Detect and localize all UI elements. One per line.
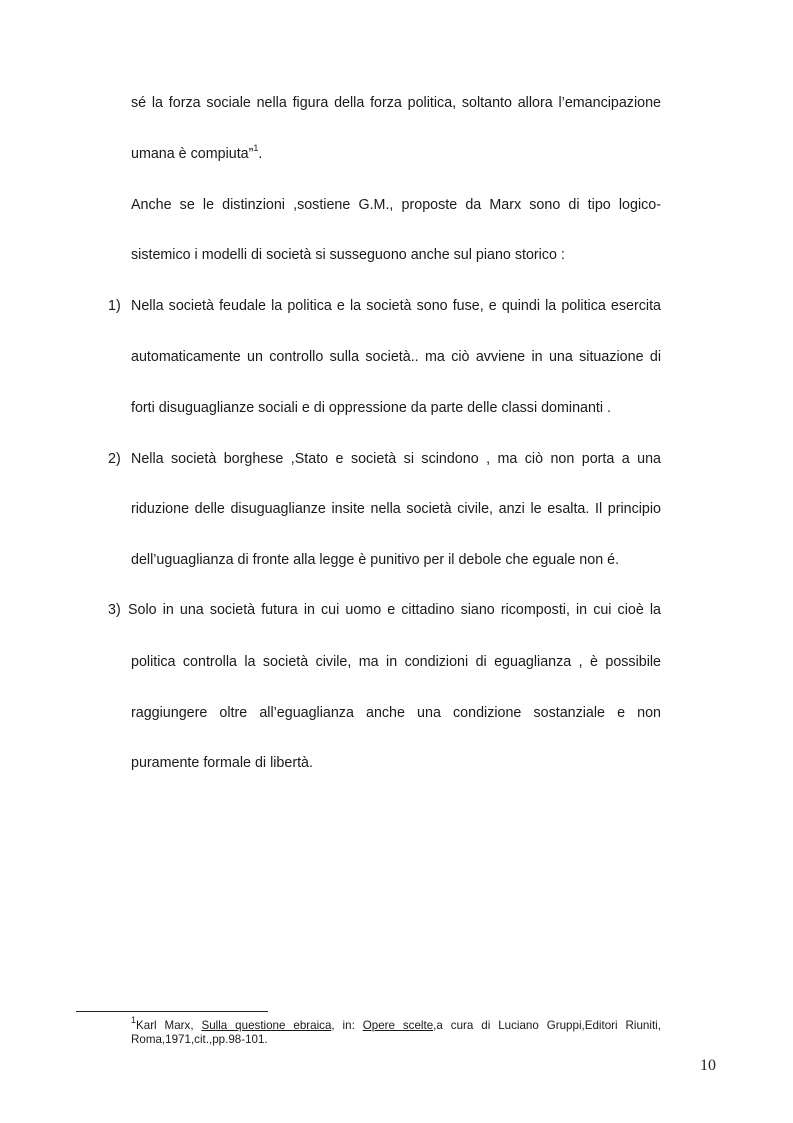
footnote-rest: ,a cura di Luciano Gruppi,Editori Riuniti, [433,1019,661,1032]
list-item-3-line-4: puramente formale di libertà. [131,755,313,771]
list-item-1 [108,297,661,315]
footnote-mid: , in: [331,1019,363,1032]
footnote-title-opere-scelte: Opere scelte [362,1019,434,1032]
body-line-4 [131,246,565,264]
list-item-2-line-2: riduzione delle disuguaglianze insite nella società civile, anzi le esalta. Il principio [131,501,661,517]
footnote-title-sulla-questione: Sulla questione ebraica [201,1019,332,1032]
list-item-3-line-2-row [131,653,661,671]
footnote [131,1015,661,1047]
list-item-3-line-4-row [131,754,313,772]
list-item-3-marker: 3) [108,602,121,618]
list-item-3-line-3: raggiungere oltre all’eguaglianza anche una condizione sostanziale e non [131,705,661,721]
list-item-2-line-3: dell’uguaglianza di fronte alla legge è punitivo per il debole che eguale non é. [131,552,620,568]
body-line-4-text: sistemico i modelli di società si susseguono anche sul piano storico : [131,247,565,263]
list-item-1-line-3: forti disuguaglianze sociali e di oppressione da parte delle classi dominanti . [131,400,612,416]
page-number: 10 [700,1057,716,1074]
list-item-3-line-2: politica controlla la società civile, ma in condizioni di eguaglianza , è possibile [131,654,661,670]
footnote-separator [76,1011,268,1012]
list-item-2-line-2-row [131,500,661,518]
footnote-reference[interactable]: 1 [253,143,259,154]
list-item-3 [108,601,661,619]
list-item-2-line-1: Nella società borghese ,Stato e società si scindono , ma ciò non porta a una [131,451,661,467]
footnote-number: 1 [131,1015,137,1026]
list-item-1-line-3-row [131,399,611,417]
list-item-1-marker: 1) [108,298,121,314]
list-item-2-line-3-row [131,551,619,569]
list-item-1-line-2-row [131,348,661,366]
list-item-2 [108,450,661,468]
body-line-1-text: sé la forza sociale nella figura della forza politica, soltanto allora l’emancipazione [131,95,661,111]
list-item-1-line-1: Nella società feudale la politica e la società sono fuse, e quindi la politica esercita [131,298,661,314]
body-line-2 [131,145,262,163]
body-line-1 [131,94,661,112]
body-line-2-end: . [258,146,263,162]
body-line-3 [131,196,661,214]
body-line-2-text: umana è compiuta” [131,146,254,162]
footnote-author: Karl Marx, [136,1019,202,1032]
list-item-3-line-3-row [131,704,661,722]
footnote-line-2: Roma,1971,cit.,pp.98-101. [131,1033,268,1046]
list-item-2-marker: 2) [108,451,121,467]
list-item-1-line-2: automaticamente un controllo sulla società.. ma ciò avviene in una situazione di [131,349,661,365]
list-item-3-line-1: Solo in una società futura in cui uomo e cittadino siano ricomposti, in cui cioè la [128,602,661,618]
footnote-line-1 [131,1015,661,1033]
body-line-3-text: Anche se le distinzioni ,sostiene G.M., proposte da Marx sono di tipo logico- [131,197,661,213]
